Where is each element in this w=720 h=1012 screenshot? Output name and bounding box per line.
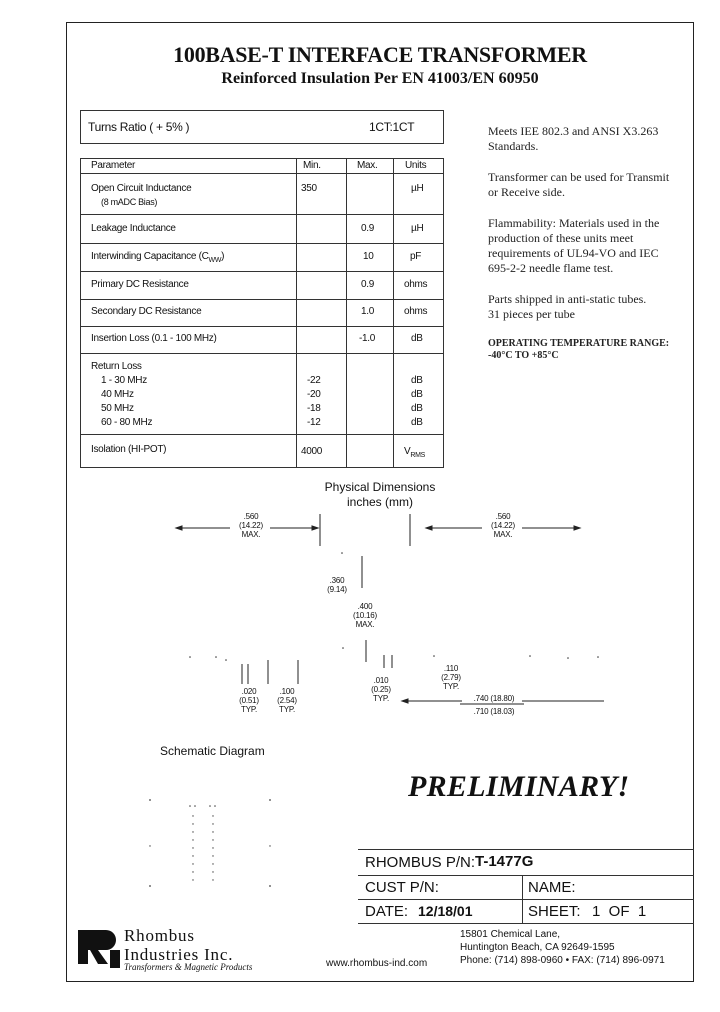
arrow-icon [312,526,318,530]
dim-560-left [234,512,268,539]
note-line: production of these units meet [488,231,634,245]
dim-text: .560 [495,512,511,521]
cap-units: pF [410,251,422,262]
company-name-line2: Industries Inc. [124,945,234,964]
arrow-icon [176,526,182,530]
pdcr-units: ohms [404,279,428,290]
arrow-icon [426,526,432,530]
sdcr-param: Secondary DC Resistance [91,306,202,317]
dim-text: MAX. [241,530,261,539]
company-web: www.rhombus-ind.com [326,958,428,969]
turns-ratio-label: Turns Ratio ( + 5% ) [88,120,190,134]
pn-label: RHOMBUS P/N: [365,854,476,871]
dim-740: .740 (18.80) [473,694,515,703]
dim-020 [234,687,264,714]
note-line: requirements of UL94-VO and IEC [488,246,659,260]
address-line: 15801 Chemical Lane, [460,929,561,940]
dim-text: .020 [241,687,257,696]
sdcr-max: 1.0 [361,306,375,317]
dim-text: (2.54) [277,696,297,705]
leak-units: µH [411,223,424,234]
document-subtitle: Reinforced Insulation Per EN 41003/EN 60950 [221,70,539,87]
oci-sub: (8 mADC Bias) [101,197,158,207]
date-value: 12/18/01 [418,903,473,919]
dim-text: MAX. [493,530,513,539]
note-line: or Receive side. [488,185,565,199]
company-name [124,926,233,964]
note-line: Standards. [488,139,539,153]
dim-110 [436,664,466,691]
dim-text: (9.14) [327,585,347,594]
header-units: Units [405,160,427,171]
schematic-title: Schematic Diagram [160,744,265,758]
rl-units: dB [411,417,423,428]
name-label: NAME: [528,879,576,896]
dim-560-right [486,512,520,539]
arrow-icon [402,699,408,703]
rl-min: -20 [307,389,321,400]
iso-units-v: V [404,446,411,457]
dim-text: .010 [373,676,389,685]
cap-max: 10 [363,251,374,262]
il-units: dB [411,333,423,344]
dim-text: (14.22) [239,521,263,530]
note-line: Transformer can be used for Transmit [488,170,670,184]
header-min: Min. [303,160,321,171]
faint-dots [189,552,599,661]
rl-freq: 1 - 30 MHz [101,375,147,386]
coil-dots [149,799,271,887]
rl-min: -22 [307,375,321,386]
pdcr-max: 0.9 [361,279,375,290]
dim-100 [272,687,302,714]
sheet-label: SHEET: [528,903,581,920]
cap-param-tail: ) [221,251,225,262]
arrow-icon [574,526,580,530]
preliminary-stamp: PRELIMINARY! [408,770,630,803]
phone-fax: Phone: (714) 898-0960 • FAX: (714) 896-0971 [460,955,665,966]
dim-text: (0.25) [371,685,391,694]
leak-param: Leakage Inductance [91,223,176,234]
dim-text: (0.51) [239,696,259,705]
sdcr-units: ohms [404,306,428,317]
dim-text: .110 [443,664,459,673]
dim-text: (2.79) [441,673,461,682]
iso-min: 4000 [301,446,323,457]
dim-text: .560 [243,512,259,521]
cust-label: CUST P/N: [365,879,439,896]
dim-text: MAX. [355,620,375,629]
dim-text: TYP. [241,705,257,714]
physical-title-line1: Physical Dimensions [324,480,436,494]
physical-title-line2: inches (mm) [346,495,413,509]
cap-param-sub: WW [208,257,222,264]
note-line: 31 pieces per tube [488,307,575,321]
rl-freq: 40 MHz [101,389,134,400]
rl-units: dB [411,403,423,414]
note-line: -40°C TO +85°C [488,350,559,361]
turns-ratio-value: 1CT:1CT [369,120,415,134]
rl-min: -18 [307,403,321,414]
il-max: -1.0 [359,333,376,344]
dim-360 [322,576,352,594]
pn-value: T-1477G [475,853,534,870]
dim-text: (14.22) [491,521,515,530]
note-line: Flammability: Materials used in the [488,216,660,230]
note-line: Parts shipped in anti-static tubes. [488,292,647,306]
dim-text: TYP. [443,682,459,691]
cap-param-text: Interwinding Capacitance (C [91,251,209,262]
sheet-value: 1 OF 1 [592,903,647,920]
note-line: 695-2-2 needle flame test. [488,261,614,275]
dim-text: TYP. [373,694,389,703]
dim-text: .360 [329,576,345,585]
dim-710: .710 (18.03) [473,707,515,716]
company-address [460,928,692,967]
rl-units: dB [411,375,423,386]
dim-text: .400 [357,602,373,611]
header-parameter: Parameter [91,160,135,171]
iso-units-sub: RMS [410,452,426,459]
dim-010 [366,676,396,703]
dim-400 [346,602,384,629]
schematic-diagram [140,790,280,900]
iso-param: Isolation (HI-POT) [91,444,167,455]
dim-text: (10.16) [353,611,377,620]
date-label: DATE: [365,903,409,920]
il-param: Insertion Loss (0.1 - 100 MHz) [91,333,217,344]
rl-freq: 60 - 80 MHz [101,417,153,428]
dim-text: .100 [279,687,295,696]
leak-max: 0.9 [361,223,375,234]
rl-min: -12 [307,417,321,428]
dim-text: TYP. [279,705,295,714]
pdcr-param: Primary DC Resistance [91,279,189,290]
document-title: 100BASE-T INTERFACE TRANSFORMER [173,42,587,67]
rl-param: Return Loss [91,361,142,372]
rl-freq: 50 MHz [101,403,134,414]
address-line: Huntington Beach, CA 92649-1595 [460,942,615,953]
note-line: OPERATING TEMPERATURE RANGE: [488,338,670,349]
oci-units: µH [411,183,424,194]
oci-min: 350 [301,183,317,194]
company-tagline: Transformers & Magnetic Products [124,962,253,972]
header-max: Max. [357,160,378,171]
rhombus-logo-icon [76,928,122,972]
rl-units: dB [411,389,423,400]
oci-param: Open Circuit Inductance [91,183,192,194]
note-line: Meets IEE 802.3 and ANSI X3.263 [488,124,659,138]
company-name-line1: Rhombus [124,926,195,945]
